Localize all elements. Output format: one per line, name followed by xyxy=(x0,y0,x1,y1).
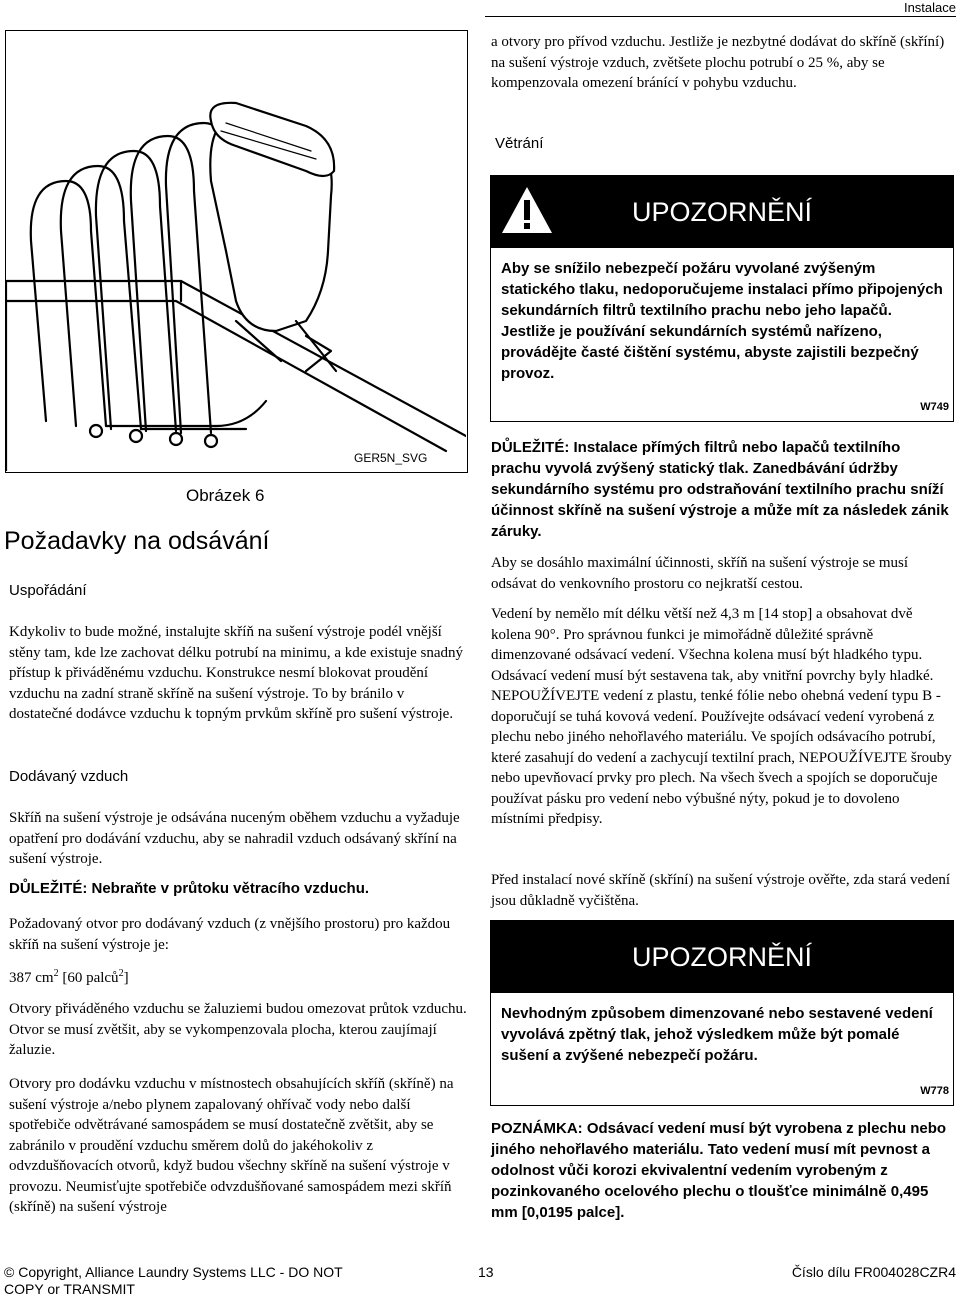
important-filters: DŮLEŽITÉ: Instalace přímých filtrů nebo lapačů textilního prachu vyvolá zvýšený statický tlak. Zanedbávání údržby sekundárního systému pro odstraňování textilního prachu sníží účinnost skříně na sušení výstroje a může mít za následek zánik záruky. xyxy=(491,439,949,540)
part-number: Číslo dílu FR004028CZR4 xyxy=(791,1264,956,1280)
right-top-text: a otvory pro přívod vzduchu. Jestliže je nezbytné dodávat do skříně (skříní) na sušení výstroje vzduch, zvětšete plochu potrubí o 25 %, aby se kompenzovala omezení bránící v pohybu vzduchu. xyxy=(491,34,945,91)
warning-header xyxy=(491,921,953,993)
figure-frame xyxy=(5,30,468,473)
efficiency-text: Aby se dosáhlo maximální účinnosti, skříň na sušení výstroje se musí odsávat do venkovního prostoru co nejkratší cestou. xyxy=(491,555,909,592)
warning-box-w749 xyxy=(490,175,954,422)
section-title: Požadavky na odsávání xyxy=(4,527,270,555)
warning-box-w778 xyxy=(490,920,954,1106)
area-value: 387 $cm^2$ [60 palců$^2$] xyxy=(9,968,129,986)
ventilation-heading: Větrání xyxy=(495,135,544,152)
warning-text: Aby se snížilo nebezpečí požáru vyvolané zvýšeným statického tlaku, nedoporučujeme instalaci přímo připojených sekundárních filtrů textilního prachu nebo jeho lapačů. Jestliže je používání sekundárních systémů nařízeno, provádějte časté čištění systému, abyste zajistili bezpečný provoz. xyxy=(501,260,943,382)
warning-triangle-icon xyxy=(499,184,555,236)
copyright-icon: © xyxy=(4,1264,15,1280)
supply-heading: Dodávaný vzduch xyxy=(9,768,129,785)
warning-title: UPOZORNĚNÍ xyxy=(631,942,812,972)
arrangement-text: Kdykoliv to bude možné, instalujte skříň na sušení výstroje podél vnější stěny tam, kde lze zachovat délku potrubí na minimu, a kde existuje snadný přístup k přiváděnému vzduchu. Konstrukce nesmí blokovat proudění vzduchu na zadní straně skříně na sušení výstroje. To by bránilo v dostatečné dodávce vzduchu k topným prvkům skříně pro sušení výstroje. xyxy=(9,624,464,722)
warning-header xyxy=(491,176,953,248)
note-text: POZNÁMKA: Odsávací vedení musí být vyrobena z plechu nebo jiného nehořlavého materiálu. Tato vedení musí mít pevnost a odolnost vůči korozi ekvivalentní vedením vyrobeným z pozinkovaného ocelového plechu o tloušťce minimálně 0,495 mm [0,0195 palce]. xyxy=(491,1120,947,1221)
duct-text: Vedení by nemělo mít délku větší než 4,3 m [14 stop] a obsahovat dvě kolena 90°. Pro správnou funkci je mimořádně důležité správně dimenzované odsávací vedení. Všechna kolena musí být hladkého typu. Odsávací vedení musí být sestavena tak, aby vnitřní povrchy byly hladké. NEPOUŽÍVEJTE vedení z plastu, tenké fólie nebo ohebná vedení typu B - doporučují se tuhá kovová vedení. Používejte odsávací vedení vyrobená z plechu nebo jiného nehořlavého materiálu. Ve spojích odsávacího potrubí, které zasahují do vedení a zachycují textilní prach, NEPOUŽÍVEJTE šrouby nebo upevňovací prvky pro plech. Na všech švech a spojích se doporučuje používat pásku pro vedení nebo výbušné nýty, pokud je to dovoleno místními předpisy. xyxy=(491,606,952,827)
warning-text: Nevhodným způsobem dimenzované nebo sestavené vedení vyvolává zpětný tlak, jehož výsledkem může být pomalé sušení a zvýšené nebezpečí požáru. xyxy=(501,1005,933,1064)
figure-code: GER5N_SVG xyxy=(354,451,428,465)
boot-dryer-illustration xyxy=(6,31,466,471)
arrangement-heading: Uspořádání xyxy=(9,582,87,599)
footer-copyright: © Copyright, Alliance Laundry Systems LLC - DO NOT COPY or TRANSMIT xyxy=(4,1264,343,1297)
section-label: Instalace xyxy=(903,0,956,15)
opening-text: Požadovaný otvor pro dodávaný vzduch (z vnějšího prostoru) pro každou skříň na sušení výstroje je: xyxy=(9,916,451,953)
warning-code: W749 xyxy=(920,401,949,413)
cleaning-text: Před instalací nové skříně (skříní) na sušení výstroje ověřte, zda stará vedení jsou důkladně vyčištěna. xyxy=(491,872,951,909)
important-airflow: DŮLEŽITÉ: Nebraňte v průtoku větracího vzduchu. xyxy=(9,880,370,897)
page-number: 13 xyxy=(478,1264,494,1280)
warning-title: UPOZORNĚNÍ xyxy=(631,197,812,227)
gas-heater-text: Otvory pro dodávku vzduchu v místnostech obsahujících skříň (skříně) na sušení výstroje a/nebo plynem zapalovaný ohřívač vody nebo další spotřebiče odvětrávané samospádem se musí dostatečně zvětšit, aby se zabránilo v proudění vzduchu směrem dolů do jakéhokoliv z odvzdušňovacích otvorů, když budou všechny skříně na sušení výstroje v provozu. Neumisťujte spotřebiče odvzdušňované samospádem mezi skříň (skříně) na sušení výstroje xyxy=(9,1076,454,1215)
louvers-text: Otvory přiváděného vzduchu se žaluziemi budou omezovat průtok vzduchu. Otvor se musí zvětšit, aby se vykompenzovala plocha, kterou zaujímají žaluzie. xyxy=(9,1001,467,1058)
supply-text: Skříň na sušení výstroje je odsávána nuceným oběhem vzduchu a vyžaduje opatření pro dodávání vzduchu, aby se nahradil vzduch odsávaný skříní na sušení výstroje. xyxy=(9,810,460,867)
header-rule xyxy=(485,16,956,17)
warning-code: W778 xyxy=(920,1085,949,1097)
figure-caption: Obrázek 6 xyxy=(186,486,265,505)
